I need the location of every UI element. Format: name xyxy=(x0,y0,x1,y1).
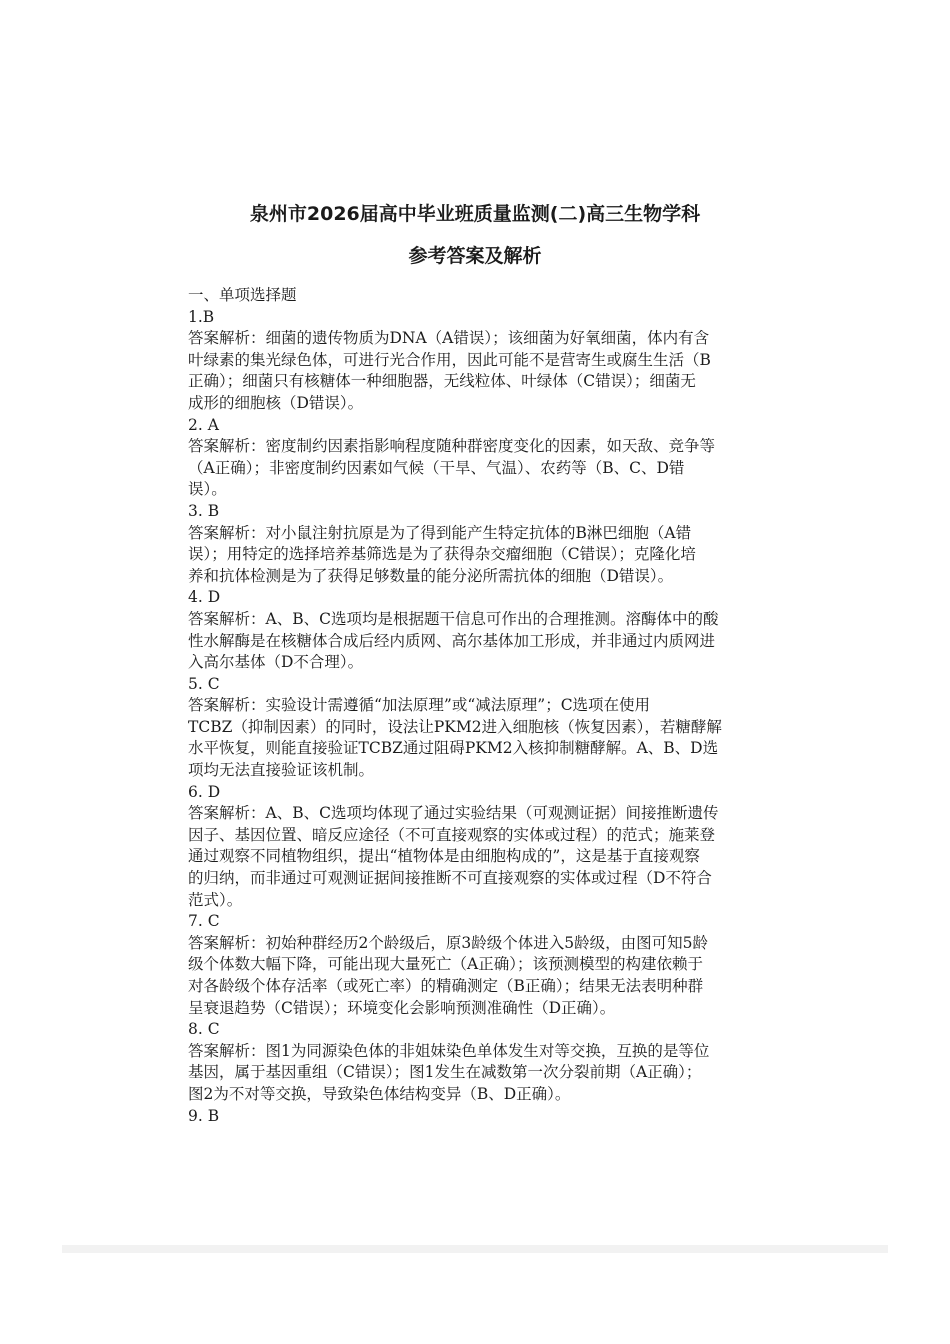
explanation-line: 入高尔基体（D不合理）。 xyxy=(188,653,364,672)
explanation-line: 答案解析：初始种群经历2个龄级后，原3龄级个体进入5龄级，由图可知5龄 xyxy=(188,933,708,952)
question-number: 4. D xyxy=(188,588,221,607)
explanation-line: 图2为不对等交换，导致染色体结构变异（B、D正确）。 xyxy=(188,1084,571,1103)
explanation-line: （A正确）；非密度制约因素如气候（干旱、气温）、农药等（B、C、D错 xyxy=(188,458,685,477)
explanation-line: 答案解析：A、B、C选项均体现了通过实验结果（可观测证据）间接推断遗传 xyxy=(188,804,719,823)
explanation-line: 正确）；细菌只有核糖体一种细胞器，无线粒体、叶绿体（C错误）；细菌无 xyxy=(188,372,696,391)
explanation-line: 答案解析：密度制约因素指影响程度随种群密度变化的因素，如天敌、竞争等 xyxy=(188,437,716,456)
explanation-line: 成形的细胞核（D错误）。 xyxy=(188,393,364,412)
explanation-line: 答案解析：对小鼠注射抗原是为了得到能产生特定抗体的B淋巴细胞（A错 xyxy=(188,523,692,542)
explanation-line: 通过观察不同植物组织，提出“植物体是由细胞构成的”，这是基于直接观察 xyxy=(188,847,700,866)
explanation-line: 误）；用特定的选择培养基筛选是为了获得杂交瘤细胞（C错误）；克隆化培 xyxy=(188,545,696,564)
explanation-line: 范式）。 xyxy=(188,890,243,909)
question-number: 8. C xyxy=(188,1020,220,1039)
answer-body xyxy=(188,285,768,1127)
explanation-line: 答案解析：细菌的遗传物质为DNA（A错误）；该细菌为好氧细菌，体内有含 xyxy=(188,329,710,348)
explanation-line: 项均无法直接验证该机制。 xyxy=(188,761,375,780)
explanation-line: 误）。 xyxy=(188,480,227,499)
question-number: 2. A xyxy=(188,415,219,434)
explanation-line: 性水解酶是在核糖体合成后经内质网、高尔基体加工形成，并非通过内质网进 xyxy=(188,631,716,650)
document-title: 泉州市2026届高中毕业班质量监测(二)高三生物学科 xyxy=(249,203,701,225)
explanation-line: 答案解析：A、B、C选项均是根据题干信息可作出的合理推测。溶酶体中的酸 xyxy=(188,609,719,628)
question-number: 7. C xyxy=(188,912,220,931)
explanation-line: 呈衰退趋势（C错误）；环境变化会影响预测准确性（D正确）。 xyxy=(188,998,616,1017)
explanation-line: 的归纳，而非通过可观测证据间接推断不可直接观察的实体或过程（D不符合 xyxy=(188,869,712,888)
question-number: 6. D xyxy=(188,782,221,801)
explanation-line: 基因，属于基因重组（C错误）；图1发生在减数第一次分裂前期（A正确）； xyxy=(188,1063,702,1082)
explanation-line: 养和抗体检测是为了获得足够数量的能分泌所需抗体的细胞（D错误）。 xyxy=(188,566,674,585)
explanation-line: 因子、基因位置、暗反应途径（不可直接观察的实体或过程）的范式；施莱登 xyxy=(188,825,716,844)
explanation-line: TCBZ（抑制因素）的同时，设法让PKM2进入细胞核（恢复因素），若糖酵解 xyxy=(188,717,722,736)
question-number: 5. C xyxy=(188,674,220,693)
document-subtitle: 参考答案及解析 xyxy=(408,245,542,267)
question-number: 9. B xyxy=(188,1106,220,1125)
explanation-line: 叶绿素的集光绿色体，可进行光合作用，因此可能不是营寄生或腐生生活（B xyxy=(188,350,711,369)
explanation-line: 级个体数大幅下降，可能出现大量死亡（A正确）；该预测模型的构建依赖于 xyxy=(188,955,703,974)
explanation-line: 答案解析：实验设计需遵循“加法原理”或“减法原理”；C选项在使用 xyxy=(188,696,651,715)
explanation-line: 答案解析：图1为同源染色体的非姐妹染色单体发生对等交换，互换的是等位 xyxy=(188,1041,710,1060)
page-footer-divider xyxy=(62,1245,888,1253)
section-heading: 一、单项选择题 xyxy=(188,286,297,304)
question-number: 3. B xyxy=(188,501,220,520)
question-number: 1.B xyxy=(188,307,215,326)
explanation-line: 对各龄级个体存活率（或死亡率）的精确测定（B正确）；结果无法表明种群 xyxy=(188,977,704,995)
explanation-line: 水平恢复，则能直接验证TCBZ通过阻碍PKM2入核抑制糖酵解。A、B、D选 xyxy=(188,739,719,758)
